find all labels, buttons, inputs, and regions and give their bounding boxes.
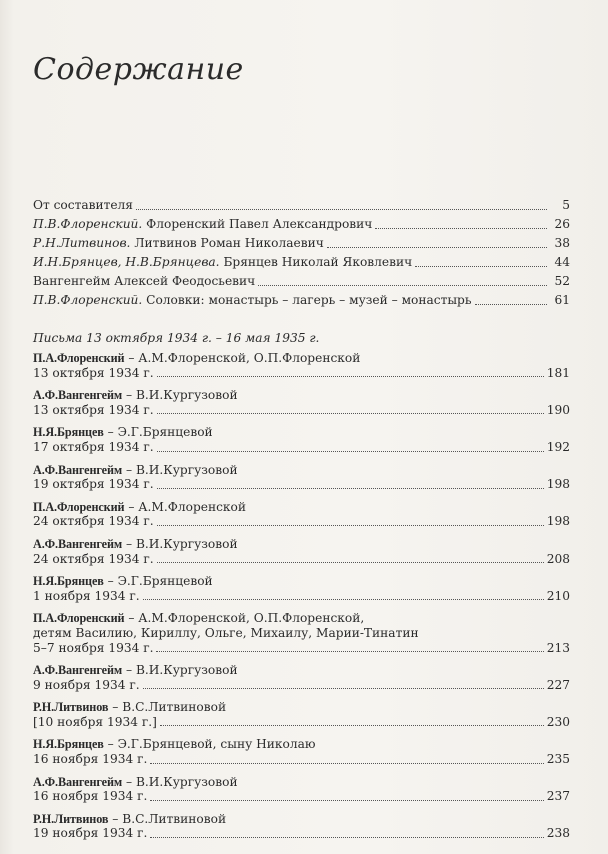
letter-date: [10 ноября 1934 г.] [33,714,157,729]
dot-leader [157,375,544,377]
letter-entry[interactable] [33,500,570,529]
letter-recipients: – В.И.Кургузовой [126,774,238,789]
toc-entry-title: Вангенгейм Алексей Феодосьевич [33,274,256,288]
toc-entry-author: П.В.Флоренский. [33,293,143,307]
letter-entry[interactable] [33,663,570,692]
letter-date: 19 октября 1934 г. [33,477,154,492]
toc-entry-title: От составителя [33,198,133,212]
letter-entry[interactable] [33,351,570,380]
letter-entry[interactable] [33,388,570,417]
letter-date: 1 ноября 1934 г. [33,588,140,603]
toc-entry[interactable] [33,236,570,251]
dot-leader [157,487,544,489]
letter-recipients-continued: детям Василию, Кириллу, Ольге, Михаилу, Марии-Тинатин [33,625,419,640]
letter-entry[interactable] [33,812,570,841]
letter-page: 227 [546,677,570,692]
front-matter-toc [33,198,570,312]
letter-date: 13 октября 1934 г. [33,365,154,380]
letter-entry[interactable] [33,775,570,804]
toc-entry-title: Флоренский Павел Александрович [146,217,373,231]
toc-entry-page: 61 [554,293,570,307]
letter-sender: Н.Я.Брянцев [33,574,104,589]
dot-leader [258,284,547,286]
letter-page: 198 [546,477,570,492]
toc-entry[interactable] [33,293,570,308]
letter-page: 237 [546,789,570,804]
letter-date: 13 октября 1934 г. [33,402,154,417]
toc-entry-author: И.Н.Брянцев, Н.В.Брянцева. [33,255,220,269]
dot-leader [157,524,544,526]
letter-date: 24 октября 1934 г. [33,514,154,529]
letter-entry[interactable] [33,463,570,492]
letter-date: 17 октября 1934 г. [33,439,154,454]
letter-sender: Н.Я.Брянцев [33,737,104,752]
dot-leader [157,412,544,414]
dot-leader [150,762,543,764]
toc-entry-title: Брянцев Николай Яковлевич [223,255,413,269]
letter-date: 16 ноября 1934 г. [33,789,148,804]
letter-recipients: – Э.Г.Брянцевой [107,574,213,589]
page-title: Содержание [33,52,244,87]
letter-recipients: – В.И.Кургузовой [126,536,238,551]
toc-entry-title: Литвинов Роман Николаевич [134,236,324,250]
toc-entry[interactable] [33,255,570,270]
dot-leader [143,687,544,689]
letters-section-title: Письма 13 октября 1934 г. – 16 мая 1935 г. [33,331,320,345]
letter-recipients: – В.И.Кургузовой [126,663,238,678]
dot-leader [157,450,544,452]
dot-leader [475,303,548,305]
letter-sender: П.А.Флоренский [33,351,125,365]
dot-leader [415,265,547,267]
letter-recipients: – А.М.Флоренской, О.П.Флоренской, [128,611,365,626]
letter-recipients: – Э.Г.Брянцевой, сыну Николаю [107,737,316,752]
letter-recipients: – А.М.Флоренской [128,499,246,514]
letter-sender: Н.Я.Брянцев [33,425,104,440]
letter-entry[interactable] [33,425,570,454]
letter-page: 190 [546,402,570,417]
letter-page: 181 [546,365,570,380]
toc-entry-author: Р.Н.Литвинов. [33,236,131,250]
letter-date: 5–7 ноября 1934 г. [33,640,154,655]
toc-entry-page: 52 [554,274,570,288]
toc-entry-author: П.В.Флоренский. [33,217,143,231]
letter-recipients: – В.С.Литвиновой [112,700,227,715]
letter-entry[interactable] [33,574,570,603]
letter-sender: А.Ф.Вангенгейм [33,774,123,789]
toc-entry-page: 26 [554,217,570,231]
dot-leader [327,246,547,248]
letter-page: 208 [546,551,570,566]
letter-sender: Р.Н.Литвинов [33,700,109,715]
letter-entry[interactable] [33,537,570,566]
letter-date: 16 ноября 1934 г. [33,752,148,767]
dot-leader [150,799,543,801]
dot-leader [375,227,547,229]
toc-entry[interactable] [33,274,570,289]
letter-date: 9 ноября 1934 г. [33,677,140,692]
letter-page: 238 [546,826,570,841]
letters-toc [33,351,570,849]
toc-entry-page: 5 [562,198,570,212]
letter-recipients: – Э.Г.Брянцевой [107,425,213,440]
letter-page: 192 [546,439,570,454]
letter-sender: А.Ф.Вангенгейм [33,663,123,678]
letter-sender: А.Ф.Вангенгейм [33,462,123,477]
dot-leader [157,561,544,563]
dot-leader [156,650,543,652]
letter-sender: А.Ф.Вангенгейм [33,536,123,551]
toc-entry[interactable] [33,198,570,213]
letter-page: 235 [546,752,570,767]
letter-page: 198 [546,514,570,529]
letter-date: 19 ноября 1934 г. [33,826,148,841]
letter-page: 213 [546,640,570,655]
toc-entry-title: Соловки: монастырь – лагерь – музей – монастырь [146,293,472,307]
toc-entry[interactable] [33,217,570,232]
letter-entry[interactable] [33,611,570,655]
letter-page: 210 [546,588,570,603]
letter-recipients: – В.С.Литвиновой [112,811,227,826]
letter-entry[interactable] [33,700,570,729]
letter-recipients: – А.М.Флоренской, О.П.Флоренской [128,351,361,365]
letter-sender: Р.Н.Литвинов [33,811,109,826]
dot-leader [143,598,544,600]
letter-page: 230 [546,714,570,729]
letter-entry[interactable] [33,737,570,766]
letter-recipients: – В.И.Кургузовой [126,462,238,477]
letter-sender: П.А.Флоренский [33,499,125,514]
toc-entry-page: 44 [554,255,570,269]
letter-sender: А.Ф.Вангенгейм [33,388,123,403]
letter-date: 24 октября 1934 г. [33,551,154,566]
toc-entry-page: 38 [554,236,570,250]
letter-recipients: – В.И.Кургузовой [126,388,238,403]
dot-leader [150,836,543,838]
dot-leader [160,724,544,726]
letter-sender: П.А.Флоренский [33,611,125,626]
dot-leader [136,208,547,210]
